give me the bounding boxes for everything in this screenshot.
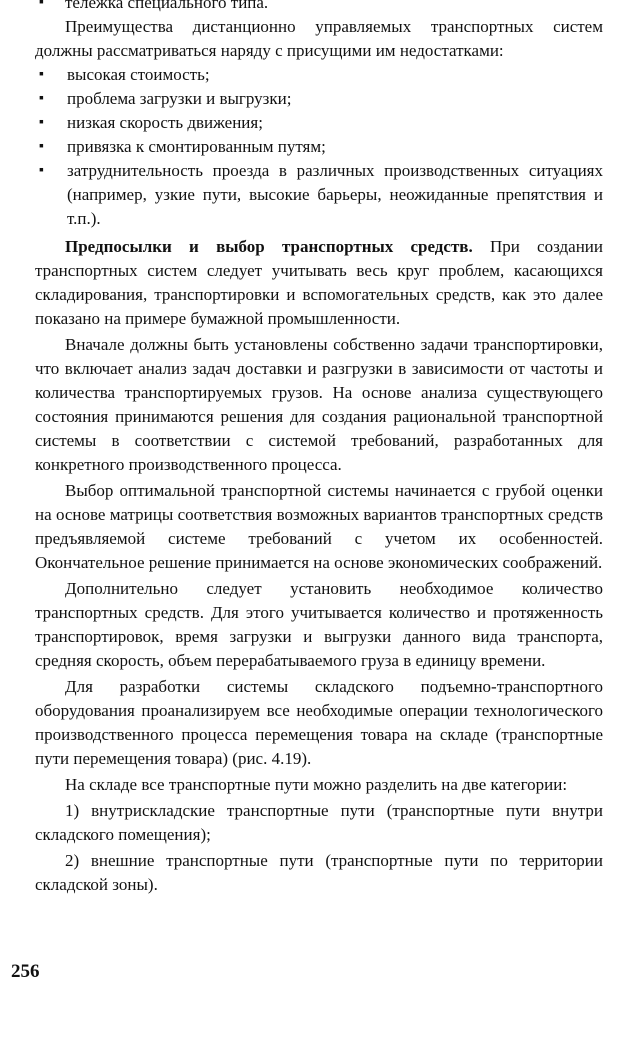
paragraph: Дополнительно следует установить необходимое количество транспортных средств. Для этого учитывается количество и протяженность транспортировок, время загрузки и выгрузки данного вида транспорта, средняя скорость, объем перерабатываемого груза в единицу времени. (35, 579, 603, 670)
bullet-item: ▪ проблема загрузки и выгрузки; (35, 87, 603, 111)
bullet-item: ▪ низкая скорость движения; (35, 111, 603, 135)
category-item: 1) внутрискладские транспортные пути (транспортные пути внутри складского помещения); (35, 801, 603, 844)
disadvantages-list (35, 63, 603, 231)
page-number: 256 (11, 961, 40, 982)
bullet-item: ▪ тележка специального типа. (35, 0, 603, 15)
bullet-item: ▪ затруднительность проезда в различных производственных ситуациях (например, узкие пути, высокие барьеры, неожиданные препятствия и т.п.). (35, 159, 603, 231)
paragraph: Для разработки системы складского подъемно-транспортного оборудования проанализируем все необходимые операции технологического производственного процесса перемещения товара на складе (транспортные пути перемещения товара) (рис. 4.19). (35, 677, 603, 768)
paragraph: Вначале должны быть установлены собственно задачи транспортировки, что включает анализ задач доставки и разгрузки в зависимости от частоты и количества транспортируемых грузов. На основе анализа существующего состояния принимаются решения для создания рациональной транспортной системы в соответствии с системой требований, разработанных для конкретного производственного процесса. (35, 335, 603, 474)
paragraph: На складе все транспортные пути можно разделить на две категории: (65, 775, 568, 794)
top-bullet-list (35, 0, 603, 15)
bullet-item: ▪ высокая стоимость; (35, 63, 603, 87)
paragraph: Выбор оптимальной транспортной системы начинается с грубой оценки на основе матрицы соответствия возможных вариантов транспортных средств предъявляемой системе требований с учетом их особенностей. Окончательное решение принимается на основе экономических соображений. (35, 481, 603, 572)
intro-paragraph: Преимущества дистанционно управляемых транспортных систем должны рассматриваться наряду с присущими им недостатками: (35, 17, 603, 60)
section-heading: Предпосылки и выбор транспортных средств. (65, 237, 473, 256)
section-paragraph (35, 235, 603, 331)
category-item: 2) внешние транспортные пути (транспортные пути по территории складской зоны). (35, 851, 603, 894)
section-text: При создании транспортных систем следует учитывать весь круг проблем, касающихся складирования, транспортировки и вспомогательных средств, как это далее показано на примере бумажной промышленности. (35, 237, 603, 328)
bullet-item: ▪ привязка к смонтированным путям; (35, 135, 603, 159)
